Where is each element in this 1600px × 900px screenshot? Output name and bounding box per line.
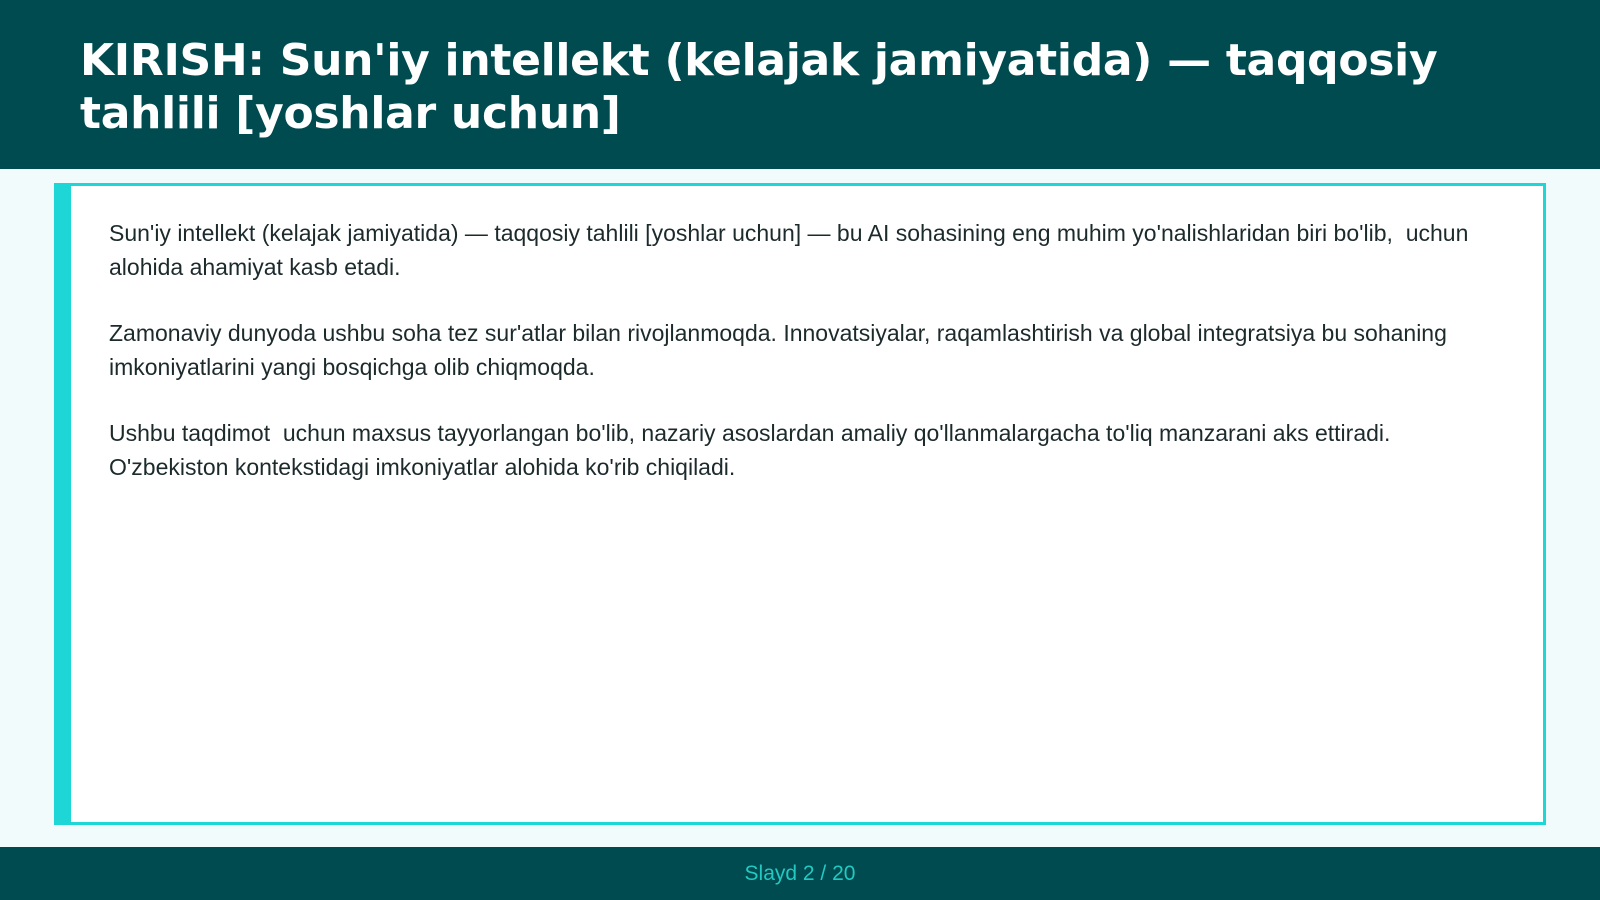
slide-footer [0, 847, 1600, 900]
slide-header [0, 0, 1600, 169]
content-box [54, 183, 1546, 825]
slide-title: KIRISH: Sun'iy intellekt (kelajak jamiyatida) — taqqosiy tahlili [yoshlar uchun] [80, 35, 1438, 139]
content-paragraph-1: Sun'iy intellekt (kelajak jamiyatida) — taqqosiy tahlili [yoshlar uchun] — bu AI sohasining eng muhim yo'nalishlaridan biri bo'lib, uchun alohida ahamiyat kasb etadi. [109, 220, 1475, 280]
content-paragraph-3: Ushbu taqdimot uchun maxsus tayyorlangan bo'lib, nazariy asoslardan amaliy qo'llanmalargacha to'liq manzarani aks ettiradi. O'zbekiston kontekstidagi imkoniyatlar alohida ko'rib chiqiladi. [109, 420, 1397, 480]
slide-counter: Slayd 2 / 20 [744, 861, 856, 885]
content-paragraph-2: Zamonaviy dunyoda ushbu soha tez sur'atlar bilan rivojlanmoqda. Innovatsiyalar, raqamlashtirish va global integratsiya bu sohaning imkoniyatlarini yangi bosqichga olib chiqmoqda. [109, 320, 1454, 380]
